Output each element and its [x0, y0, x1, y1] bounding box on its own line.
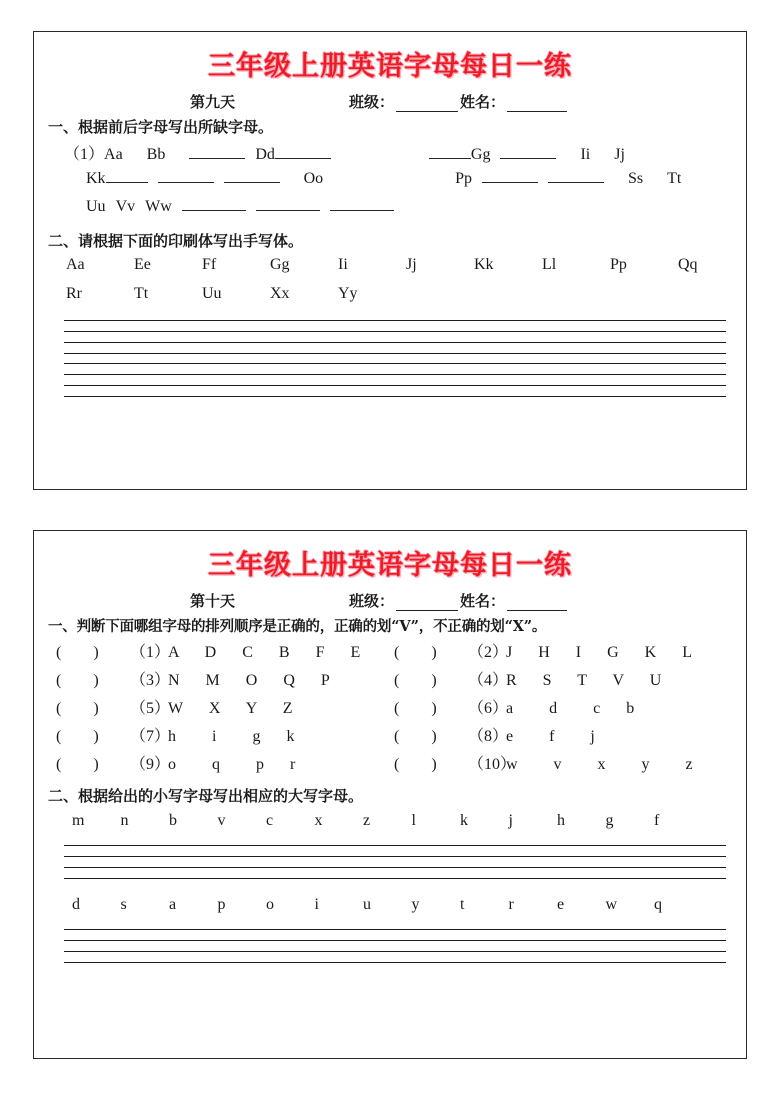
class-label-2: 班级： [348, 592, 394, 610]
judgement-row [48, 667, 732, 695]
meta-row-2 [48, 586, 732, 613]
judgement-letters: o q p r [168, 756, 302, 773]
judgement-number: （8） [468, 728, 509, 745]
letter-token: Tt [667, 170, 682, 187]
class-input-1[interactable] [396, 96, 458, 112]
letter-token: Aa [104, 146, 123, 163]
letter-cell: Ee [134, 256, 151, 273]
judgement-answer-box[interactable]: ( ) [394, 644, 437, 661]
letter-token: Dd [255, 146, 275, 163]
answer-blank[interactable] [275, 145, 331, 159]
judgement-number: （4） [468, 672, 509, 689]
letter-cell: a [169, 896, 177, 913]
judgement-number: （9） [130, 756, 171, 773]
letter-cell: Yy [338, 285, 358, 302]
judgement-row [48, 751, 732, 779]
section-heading-2-1: 一、判断下面哪组字母的排列顺序是正确的，正确的划“V”，不正确的划“X”。 [48, 618, 547, 635]
letter-cell: v [217, 812, 226, 829]
stave-line [64, 940, 726, 941]
stave-line [64, 878, 726, 879]
judgement-number: （5） [130, 700, 171, 717]
day-label-1: 第九天 [189, 93, 235, 111]
judgement-item [394, 695, 732, 718]
letter-cell: Ii [338, 256, 348, 273]
judgement-letters: a d c b [506, 700, 641, 717]
letter-token: Pp [455, 170, 473, 187]
day-label-2: 第十天 [189, 592, 235, 610]
page-title-1: 三年级上册英语字母每日一练 [208, 51, 572, 82]
stave-line [64, 353, 726, 354]
judgement-answer-box[interactable]: ( ) [394, 756, 437, 773]
letter-cell: Ff [202, 256, 217, 273]
letter-cell: n [120, 812, 129, 829]
judgement-letters: R S T V U [506, 672, 668, 689]
handwriting-stave[interactable] [64, 320, 726, 354]
stave-line [64, 845, 726, 846]
letter-cell: k [460, 812, 468, 829]
judgement-item [56, 695, 394, 718]
answer-blank[interactable] [158, 169, 214, 183]
letter-cell: Uu [202, 285, 222, 302]
judgement-letters: N M O Q P [168, 672, 336, 689]
letter-cell: s [120, 896, 127, 913]
judgement-letters: h i g k [168, 728, 301, 745]
stave-line [64, 396, 726, 397]
judgement-item [394, 751, 732, 774]
class-label-1: 班级： [348, 93, 394, 111]
meta-row-1 [48, 87, 732, 114]
judgement-item [394, 667, 732, 690]
letter-cell: z [363, 812, 371, 829]
lowercase-prompt-row [48, 809, 732, 841]
name-input-1[interactable] [507, 96, 567, 112]
judgement-number: （2） [468, 644, 509, 661]
letter-cell: b [169, 812, 177, 829]
letter-cell: c [266, 812, 274, 829]
handwriting-stave[interactable] [64, 363, 726, 397]
judgement-letters: W X Y Z [168, 700, 299, 717]
letter-cell: Jj [406, 256, 417, 273]
letter-token: Uu [86, 198, 106, 215]
handwriting-stave[interactable] [64, 845, 726, 879]
answer-blank[interactable] [482, 169, 538, 183]
stave-line [64, 363, 726, 364]
judgement-item [56, 639, 394, 662]
stave-line [64, 342, 726, 343]
letter-cell: Tt [134, 285, 149, 302]
letter-cell: d [72, 896, 80, 913]
sequence-line-1 [48, 140, 732, 168]
letter-cell: Gg [270, 256, 290, 273]
stave-line [64, 951, 726, 952]
answer-blank[interactable] [106, 169, 148, 183]
answer-blank[interactable] [224, 169, 280, 183]
judgement-letters: J H I G K L [506, 644, 698, 661]
letter-token: Bb [146, 146, 166, 163]
judgement-item [394, 639, 732, 662]
answer-blank[interactable] [429, 145, 471, 159]
letter-cell: e [557, 896, 565, 913]
judgement-answer-box[interactable]: ( ) [56, 756, 99, 773]
section-heading-2-2: 二、根据给出的小写字母写出相应的大写字母。 [48, 787, 364, 805]
letter-token: Jj [614, 146, 625, 163]
worksheet-card-day-10 [33, 530, 747, 1059]
answer-blank[interactable] [330, 197, 394, 211]
judgement-item [56, 751, 394, 774]
letter-cell: w [605, 896, 618, 913]
letter-cell: u [363, 896, 371, 913]
judgement-answer-box[interactable]: ( ) [394, 672, 437, 689]
judgement-row [48, 723, 732, 751]
judgement-letters: w v x y z [506, 756, 699, 773]
judgement-answer-box[interactable]: ( ) [56, 672, 99, 689]
answer-blank[interactable] [189, 145, 245, 159]
judgement-number: （10） [468, 756, 517, 773]
stave-line [64, 385, 726, 386]
letter-token: Vv [115, 198, 136, 215]
letter-cell: t [460, 896, 465, 913]
judgement-answer-box[interactable]: ( ) [394, 728, 437, 745]
letter-cell: j [508, 812, 513, 829]
judgement-answer-box[interactable]: ( ) [56, 728, 99, 745]
judgement-item [56, 667, 394, 690]
stave-line [64, 374, 726, 375]
judgement-item [56, 723, 394, 746]
printed-letter-row [48, 283, 732, 312]
answer-blank[interactable] [256, 197, 320, 211]
judgement-row [48, 639, 732, 667]
letter-token: Ww [145, 198, 172, 215]
judgement-answer-box[interactable]: ( ) [394, 700, 437, 717]
letter-token: Gg [470, 146, 491, 163]
sequence-prefix: （1） [64, 146, 105, 163]
page-title-2: 三年级上册英语字母每日一练 [208, 550, 572, 581]
judgement-row [48, 695, 732, 723]
answer-blank[interactable] [182, 197, 246, 211]
letter-cell: y [411, 896, 420, 913]
stave-line [64, 856, 726, 857]
letter-cell: m [72, 812, 85, 829]
judgement-letters: e f j [506, 728, 601, 745]
letter-token: Kk [86, 170, 106, 187]
judgement-number: （1） [130, 644, 171, 661]
stave-line [64, 962, 726, 963]
letter-cell: Pp [610, 256, 627, 273]
judgement-number: （3） [130, 672, 171, 689]
answer-blank[interactable] [548, 169, 604, 183]
name-label-2: 姓名： [459, 592, 505, 610]
letter-cell: x [314, 812, 323, 829]
letter-token: Oo [303, 170, 324, 187]
letter-cell: Ll [542, 256, 557, 273]
letter-cell: Xx [270, 285, 290, 302]
section-heading-1-1: 一、根据前后字母写出所缺字母。 [48, 118, 274, 136]
letter-cell: r [508, 896, 514, 913]
class-input-2[interactable] [396, 595, 458, 611]
letter-cell: q [654, 896, 662, 913]
letter-cell: i [314, 896, 319, 913]
judgement-item [394, 723, 732, 746]
letter-cell: Rr [66, 285, 82, 302]
printed-letter-row [48, 254, 732, 283]
name-input-2[interactable] [507, 595, 567, 611]
letter-cell: Qq [678, 256, 698, 273]
section-heading-1-2: 二、请根据下面的印刷体写出手写体。 [48, 232, 304, 250]
worksheet-card-day-9 [33, 31, 747, 490]
judgement-letters: A D C B F E [168, 644, 367, 661]
letter-cell: p [217, 896, 226, 913]
sequence-line-2 [48, 168, 732, 196]
stave-line [64, 929, 726, 930]
name-label-1: 姓名： [459, 93, 505, 111]
stave-line [64, 320, 726, 321]
judgement-number: （6） [468, 700, 509, 717]
letter-token: Ii [580, 146, 591, 163]
lowercase-prompt-row [48, 893, 732, 925]
letter-cell: f [654, 812, 660, 829]
letter-cell: l [411, 812, 416, 829]
answer-blank[interactable] [500, 145, 556, 159]
letter-token: Ss [628, 170, 644, 187]
judgement-answer-box[interactable]: ( ) [56, 644, 99, 661]
handwriting-stave[interactable] [64, 929, 726, 963]
stave-line [64, 867, 726, 868]
sequence-line-3 [48, 196, 732, 224]
letter-cell: Kk [474, 256, 494, 273]
letter-cell: h [557, 812, 565, 829]
judgement-answer-box[interactable]: ( ) [56, 700, 99, 717]
judgement-number: （7） [130, 728, 171, 745]
letter-cell: g [605, 812, 614, 829]
letter-cell: Aa [66, 256, 85, 273]
stave-line [64, 331, 726, 332]
letter-cell: o [266, 896, 274, 913]
